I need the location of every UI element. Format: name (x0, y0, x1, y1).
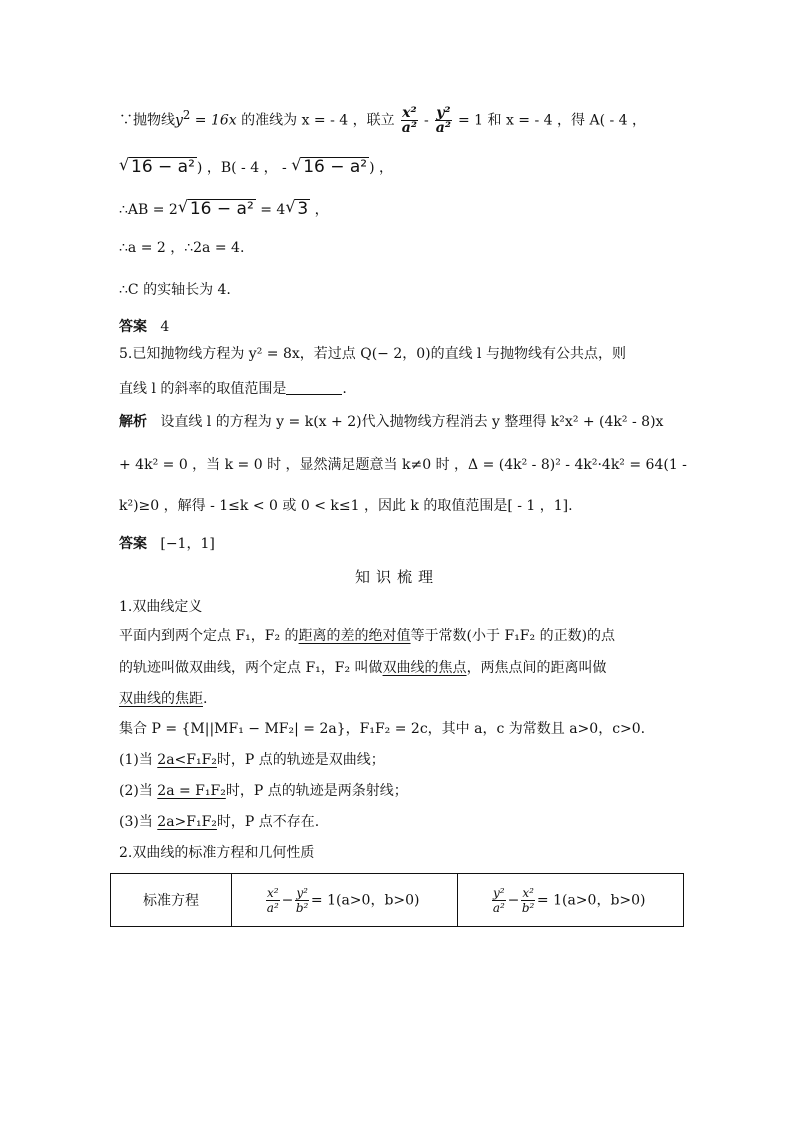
answer-value: [−1，1] (160, 536, 215, 552)
answer-value: 4 (160, 319, 170, 335)
solution-line-3: ∴AB = 2√ 16 − a² = 4√ 3 ， (119, 199, 329, 219)
solution-line-2: √ 16 − a² ) ，B( - 4 ， - √ 16 − a² ) ， (119, 157, 393, 177)
solution-5-line-3: k²)≥0 ，解得 - 1≤k < 0 或 0 < k≤1 ，因此 k 的取值范围是[ - 1 ，1]. (119, 498, 573, 514)
solution-label: 解析 (119, 414, 147, 430)
sqrt-expression: √ 3 (295, 199, 310, 218)
row-header: 标准方程 (111, 874, 232, 927)
sqrt-expression: √ 16 − a² (188, 199, 256, 218)
key-term: 2a = F₁F₂ (157, 783, 226, 799)
answer-label: 答案 (119, 319, 147, 335)
case-2: (2)当 2a = F₁F₂时，P 点的轨迹是两条射线； (119, 783, 408, 799)
answer-label: 答案 (119, 536, 147, 552)
answer-4 (119, 318, 169, 336)
fraction-y2-a2: $\frac{\text{y²}}{\text{a²}}$ (435, 105, 451, 137)
fraction-x2-a2: $\frac{\text{x²}}{\text{a²}}$ (401, 105, 417, 137)
sqrt-expression: √ 16 − a² (129, 157, 197, 176)
key-term: 2a>F₁F₂ (157, 814, 217, 830)
answer-5 (119, 535, 215, 553)
set-definition: 集合 P = {M||MF₁ − MF₂| = 2a}，F₁F₂ = 2c，其中 a，c 为常数且 a>0，c>0. (119, 721, 646, 737)
definition-line-3: 双曲线的焦距. (119, 691, 208, 707)
definition-title: 1.双曲线定义 (119, 599, 203, 615)
definition-line-2: 的轨迹叫做双曲线，两个定点 F₁，F₂ 叫做双曲线的焦点，两焦点间的距离叫做 (119, 660, 607, 676)
because-symbol: ∵ (119, 112, 133, 129)
answer-blank (286, 380, 342, 395)
table-row (111, 874, 684, 927)
definition-line-1: 平面内到两个定点 F₁，F₂ 的距离的差的绝对值等于常数(小于 F₁F₂ 的正数)的点 (119, 628, 616, 644)
key-term: 双曲线的焦点 (382, 660, 467, 676)
key-term: 2a<F₁F₂ (157, 752, 217, 768)
sqrt-expression: √ 16 − a² (301, 157, 369, 176)
standard-equation-title: 2.双曲线的标准方程和几何性质 (119, 845, 315, 861)
solution-5-line-2: + 4k² = 0 ，当 k = 0 时 ，显然满足题意当 k≠0 时 ，Δ = (4k² - 8)² - 4k²·4k² = 64(1 - (119, 457, 687, 473)
case-1: (1)当 2a<F₁F₂时，P 点的轨迹是双曲线； (119, 752, 385, 768)
key-term: 距离的差的绝对值 (298, 628, 411, 644)
question-5-line-2: 直线 l 的斜率的取值范围是 . (119, 381, 347, 397)
equation-horizontal: $\frac{\text{x²}}{\text{a²}}$ − $\frac{\text{y²}}{\text{b²}}$ = 1(a>0，b>0) (232, 874, 458, 927)
solution-line-4: ∴a = 2 ，∴2a = 4. (119, 240, 245, 256)
standard-equation-table (110, 873, 684, 927)
solution-5-line-1: 解析 设直线 l 的方程为 y = k(x + 2)代入抛物线方程消去 y 整理得 k²x² + (4k² - 8)x (119, 414, 664, 430)
equation-vertical: $\frac{\text{y²}}{\text{a²}}$ − $\frac{\text{x²}}{\text{b²}}$ = 1(a>0，b>0) (458, 874, 684, 927)
solution-line-1: ∵抛物线$y^2 = 16x$ 的准线为 x = - 4 ，联立 $\frac{\text{x²}}{\text{a²}}$ - $\frac{\text{y²}}{\text{a²}}$ = 1 和 x = - 4 ，得 A( - 4 ， (119, 105, 647, 137)
case-3: (3)当 2a>F₁F₂时，P 点不存在. (119, 814, 320, 830)
solution-line-5: ∴C 的实轴长为 4. (119, 282, 231, 298)
section-title: 知识梳理 (354, 568, 439, 586)
question-5-line-1: 5.已知抛物线方程为 y² = 8x，若过点 Q(− 2，0)的直线 l 与抛物线有公共点，则 (119, 346, 626, 362)
key-term: 双曲线的焦距 (119, 691, 203, 707)
